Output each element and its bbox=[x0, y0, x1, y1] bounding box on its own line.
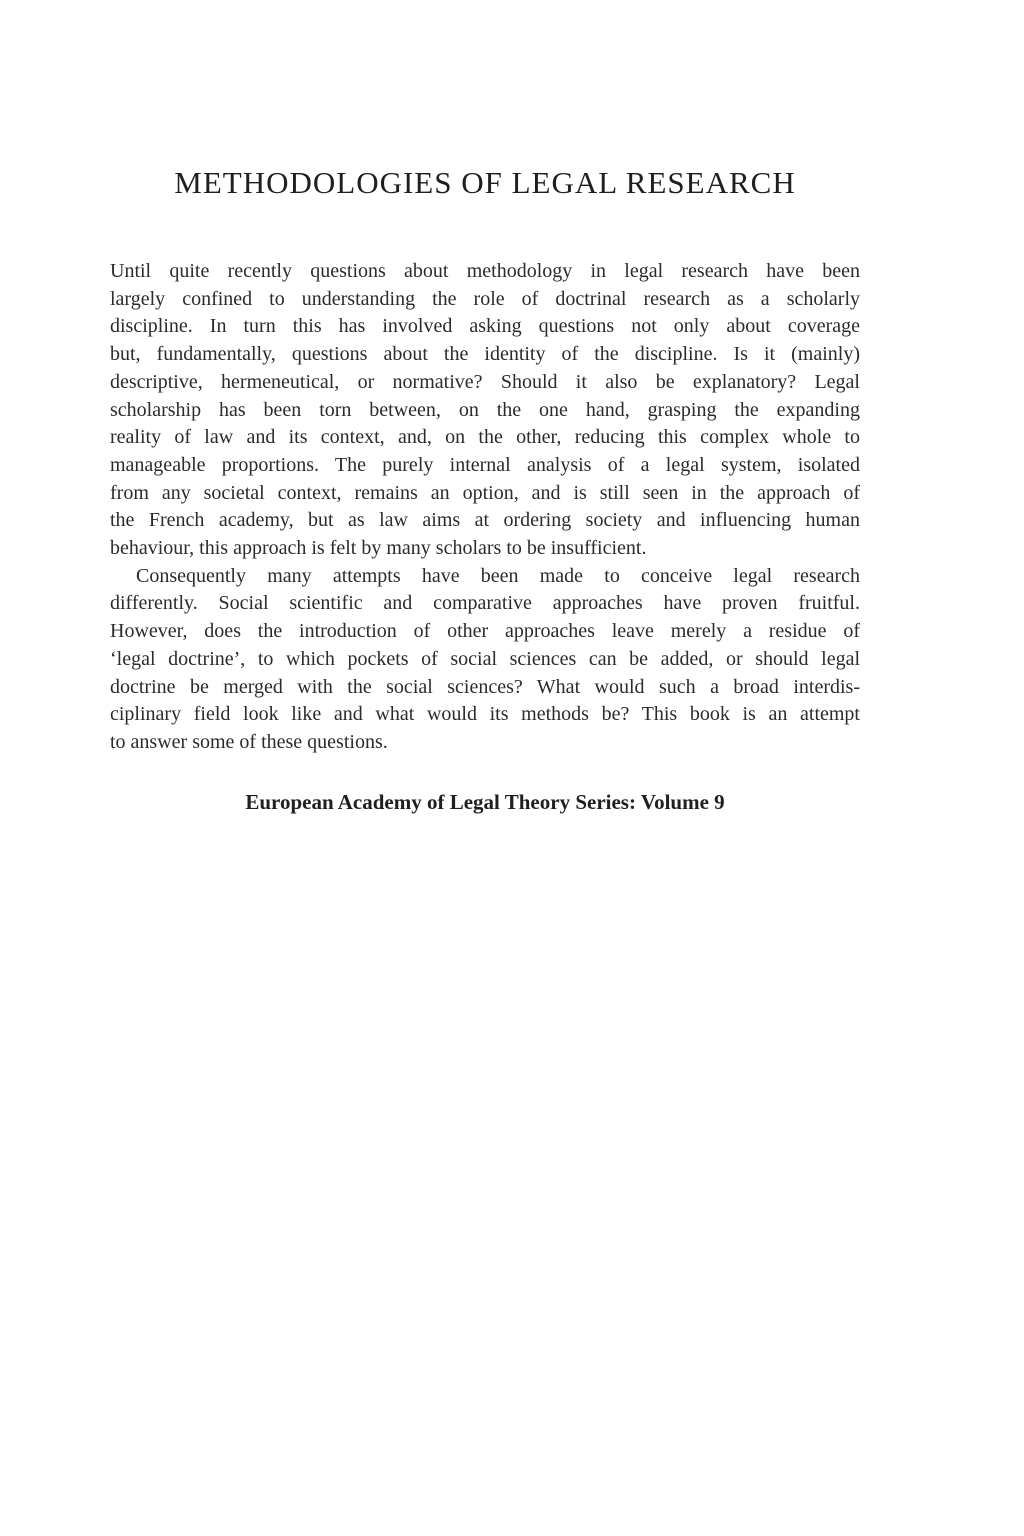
paragraph-1 bbox=[110, 258, 860, 563]
text-line: Consequently many attempts have been made to conceive legal research bbox=[136, 564, 860, 587]
series-note: European Academy of Legal Theory Series: Volume 9 bbox=[245, 789, 725, 814]
text-line: differently. Social scientific and comparative approaches have proven fruitful. bbox=[110, 592, 860, 615]
text-line: However, does the introduction of other approaches leave merely a residue of bbox=[110, 620, 860, 643]
text-line: doctrine be merged with the social sciences? What would such a broad interdis- bbox=[110, 675, 860, 698]
text-line: the French academy, but as law aims at ordering society and influencing human bbox=[110, 509, 860, 532]
text-line: behaviour, this approach is felt by many scholars to be insufficient. bbox=[110, 537, 647, 560]
text-line: but, fundamentally, questions about the identity of the discipline. Is it (mainly) bbox=[110, 343, 860, 366]
text-line: from any societal context, remains an option, and is still seen in the approach of bbox=[110, 481, 860, 504]
blurb-text bbox=[110, 258, 860, 757]
text-line: manageable proportions. The purely internal analysis of a legal system, isolated bbox=[110, 453, 860, 476]
text-line: ‘legal doctrine’, to which pockets of social sciences can be added, or should legal bbox=[110, 647, 860, 670]
paragraph-2 bbox=[110, 563, 860, 757]
text-line: descriptive, hermeneutical, or normative? Should it also be explanatory? Legal bbox=[110, 370, 860, 393]
text-line: scholarship has been torn between, on the one hand, grasping the expanding bbox=[110, 398, 860, 421]
text-line: Until quite recently questions about methodology in legal research have been bbox=[110, 260, 860, 282]
text-line: largely confined to understanding the role of doctrinal research as a scholarly bbox=[110, 287, 860, 310]
text-line: ciplinary field look like and what would its methods be? This book is an attempt bbox=[110, 703, 860, 726]
page-title: METHODOLOGIES OF LEGAL RESEARCH bbox=[174, 165, 796, 200]
text-line: to answer some of these questions. bbox=[110, 730, 388, 753]
text-line: reality of law and its context, and, on the other, reducing this complex whole to bbox=[110, 426, 860, 449]
text-line: discipline. In turn this has involved asking questions not only about coverage bbox=[110, 315, 860, 338]
page-content bbox=[110, 166, 860, 816]
